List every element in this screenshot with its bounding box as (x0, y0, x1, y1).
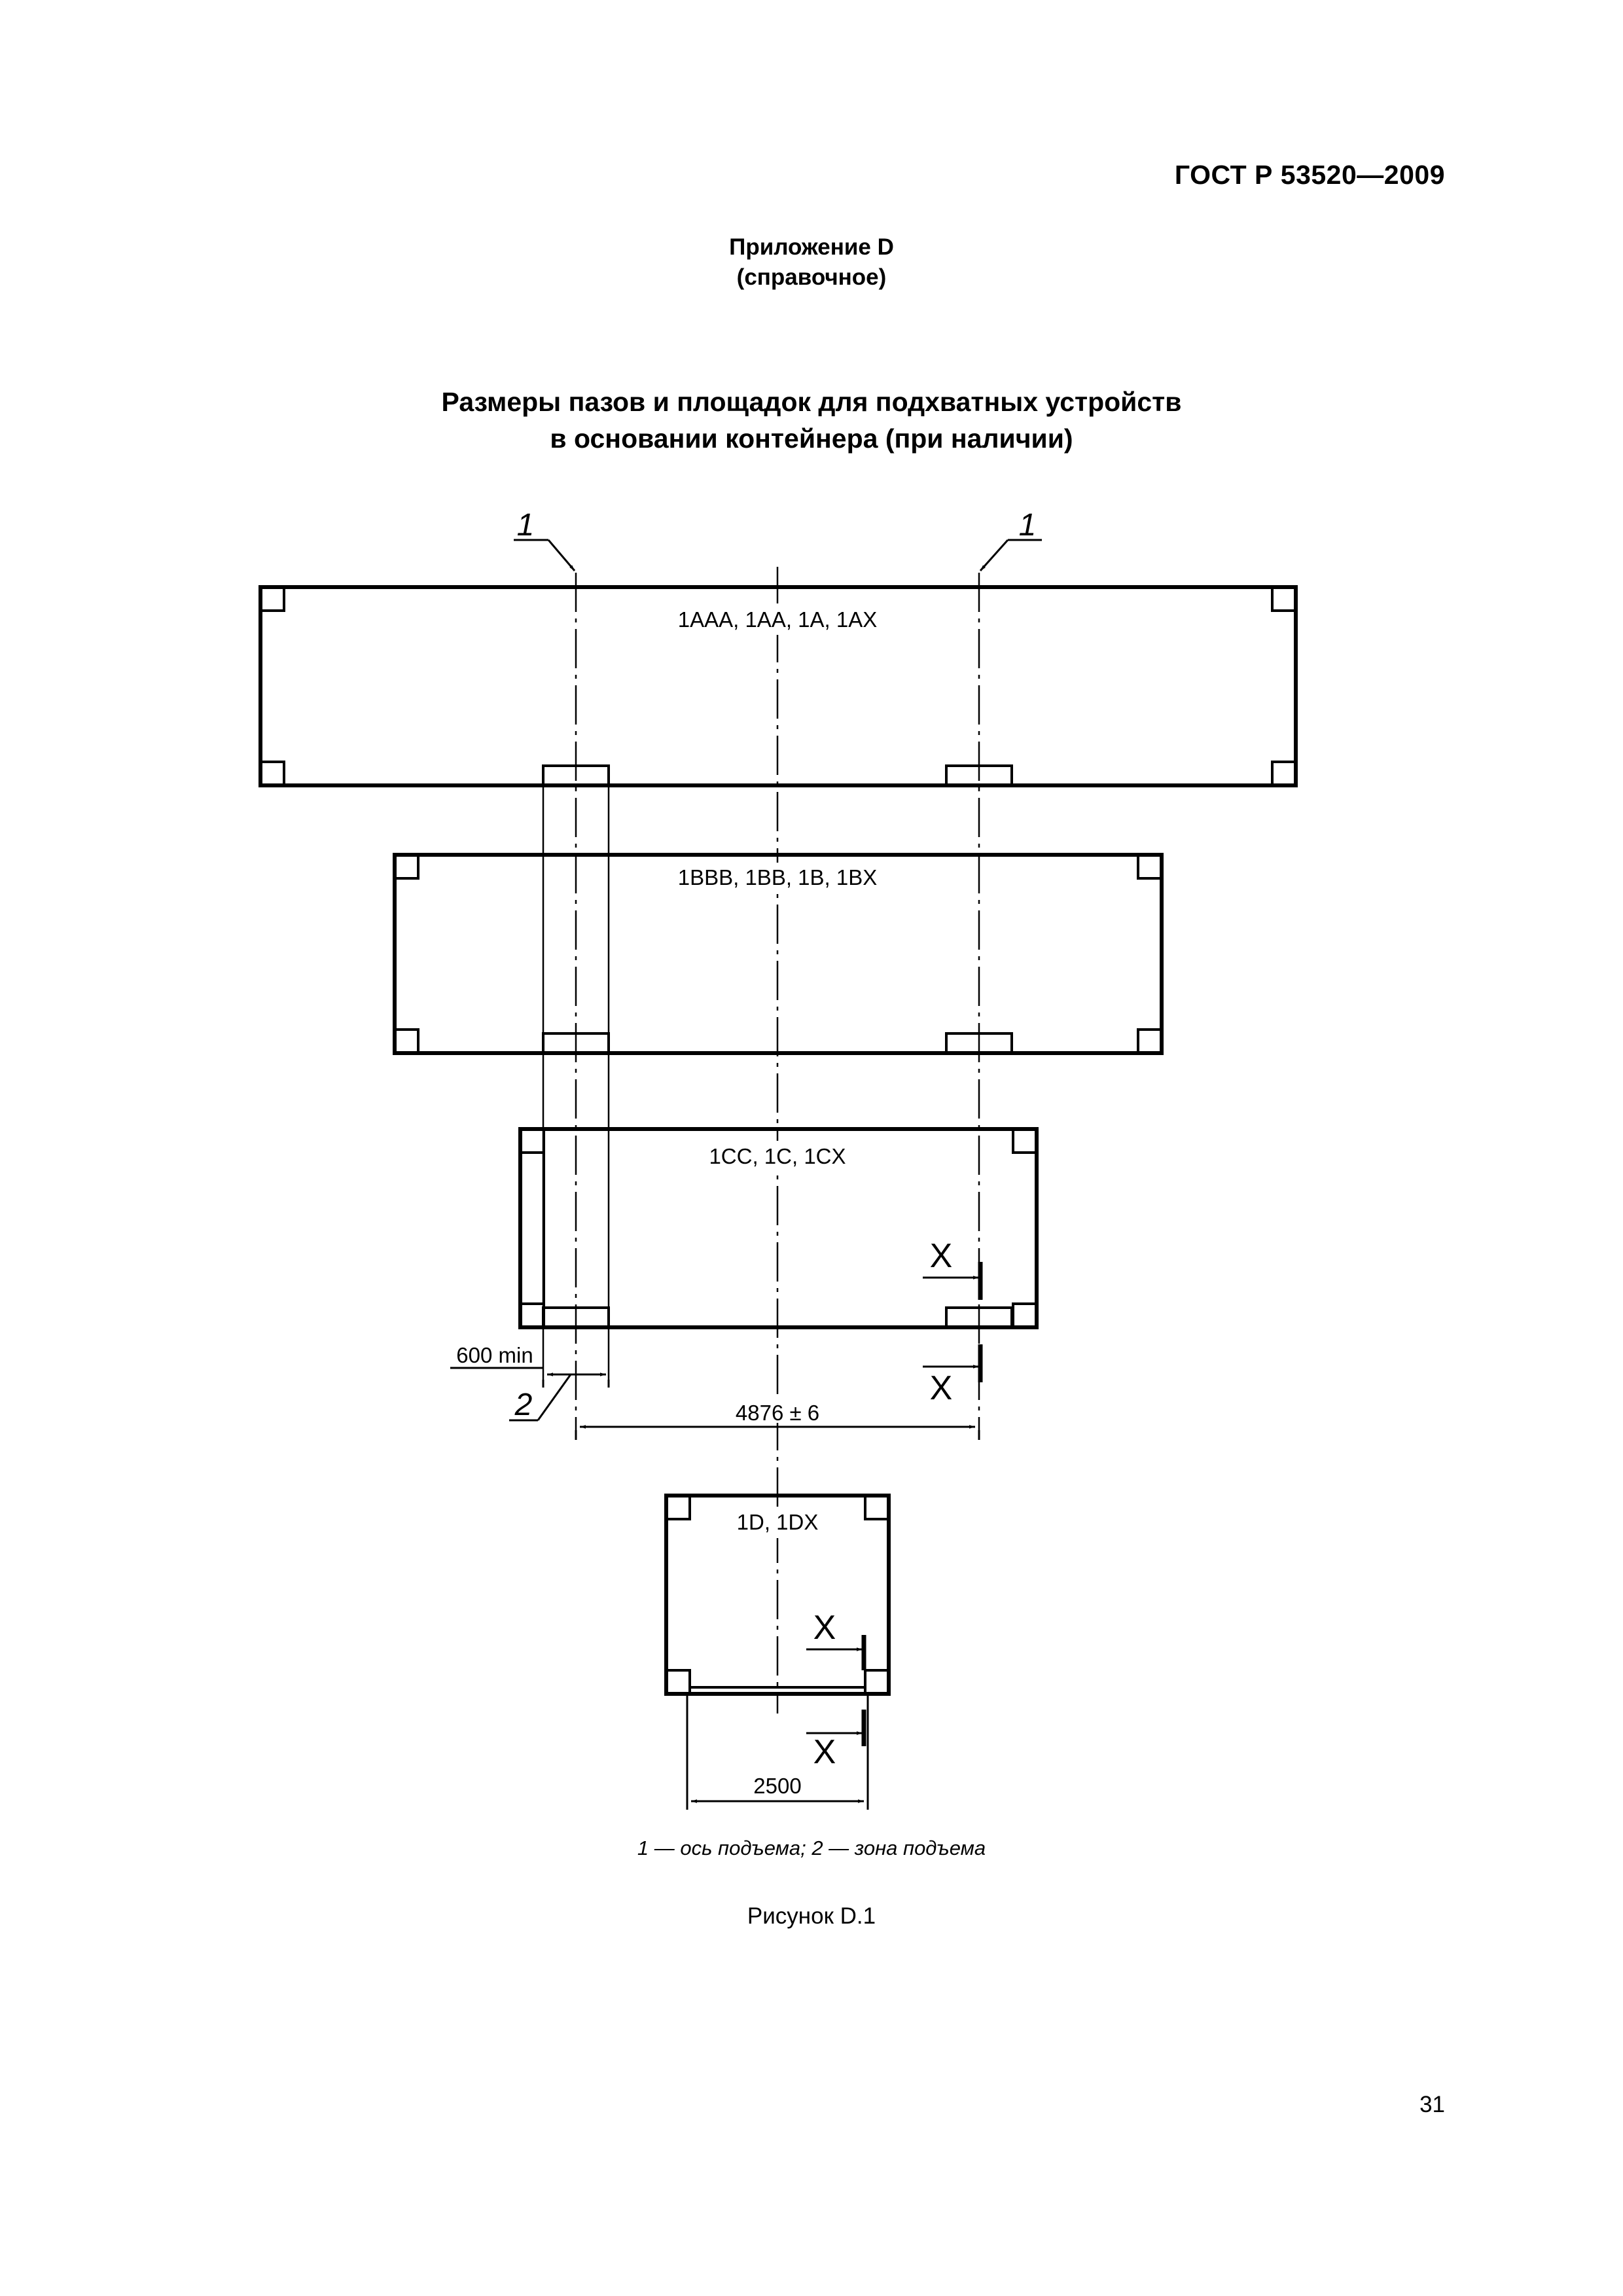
dimension-4876-label: 4876 ± 6 (735, 1401, 820, 1425)
figure-number: Рисунок D.1 (747, 1903, 876, 1929)
dimension-2500-label: 2500 (753, 1774, 802, 1798)
section-label-lower-1c: X (929, 1369, 953, 1407)
dimension-600-min-label: 600 min (456, 1343, 533, 1367)
page-number: 31 (1419, 2092, 1445, 2117)
section-label-upper-1c: X (929, 1237, 953, 1275)
appendix-heading: Приложение D (729, 234, 894, 260)
figure-legend: 1 — ось подъема; 2 — зона подъема (637, 1837, 986, 1859)
standard-header: ГОСТ Р 53520—2009 (1174, 160, 1445, 190)
title-line-1: Размеры пазов и площадок для подхватных устройств (441, 387, 1182, 417)
callout-lift-axis-left: 1 (516, 508, 535, 543)
container-1c-label: 1CC, 1C, 1CX (709, 1144, 846, 1168)
callout-lift-axis-right: 1 (1018, 508, 1037, 543)
title-line-2: в основании контейнера (при наличии) (550, 423, 1073, 454)
section-label-upper-1d: X (813, 1609, 836, 1647)
appendix-subheading: (справочное) (736, 264, 887, 290)
callout-lift-zone: 2 (514, 1388, 533, 1422)
container-1b-label: 1BBB, 1BB, 1B, 1BX (677, 865, 878, 889)
container-1a-label: 1AAA, 1AA, 1A, 1AX (677, 607, 878, 632)
container-1d-label: 1D, 1DX (736, 1510, 819, 1534)
dimension-600-min (450, 1368, 609, 1388)
section-label-lower-1d: X (813, 1733, 836, 1771)
